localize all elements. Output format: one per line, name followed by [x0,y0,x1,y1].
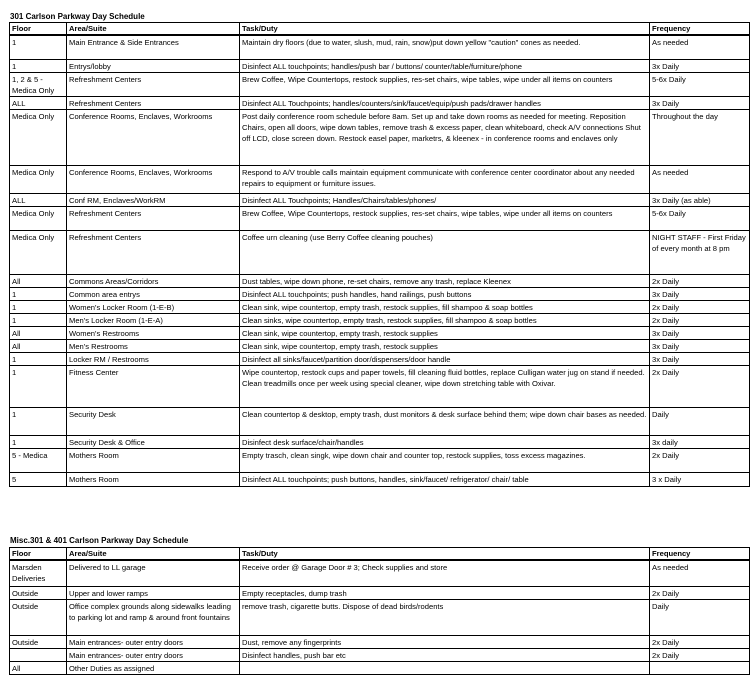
cell-task: Disinfect handles, push bar etc [240,648,650,661]
table-header-row [10,23,750,36]
cell-area: Main Entrance & Side Entrances [67,35,240,59]
cell-task: Disinfect desk surface/chair/handles [240,435,650,448]
cell-area: Other Duties as assigned [67,661,240,674]
cell-floor: 1 [10,59,67,72]
table-row [10,472,750,486]
column-header-floor: Floor [10,548,67,561]
table-row [10,448,750,472]
cell-floor: 5 - Medica [10,448,67,472]
cell-floor: 1, 2 & 5 - Medica Only [10,72,67,96]
cell-area: Locker RM / Restrooms [67,352,240,365]
cell-floor: 1 [10,300,67,313]
cell-frequency: 3x Daily [650,352,750,365]
cell-floor [10,648,67,661]
cell-area: Upper and lower ramps [67,586,240,599]
cell-floor: Outside [10,635,67,648]
cell-task: Dust, remove any fingerprints [240,635,650,648]
cell-frequency: 3x Daily [650,339,750,352]
cell-floor: Medica Only [10,206,67,230]
cell-frequency: Daily [650,407,750,435]
schedule-title-301: 301 Carlson Parkway Day Schedule [10,12,145,21]
cell-floor: Medica Only [10,165,67,193]
cell-floor: 1 [10,313,67,326]
table-row [10,326,750,339]
cell-area: Conference Rooms, Enclaves, Workrooms [67,165,240,193]
cell-task: Disinfect ALL touchpoints; handles/push bar / buttons/ counter/table/furniture/phone [240,59,650,72]
column-header-frequency: Frequency [650,548,750,561]
table-row [10,435,750,448]
cell-area: Refreshment Centers [67,206,240,230]
cell-task: Clean sink, wipe countertop, empty trash, restock supplies [240,326,650,339]
schedule-title-misc: Misc.301 & 401 Carlson Parkway Day Schedule [10,536,189,545]
table-row [10,599,750,635]
table-row [10,407,750,435]
cell-area: Refreshment Centers [67,72,240,96]
cell-frequency: 2x Daily [650,300,750,313]
cell-task: Brew Coffee, Wipe Countertops, restock supplies, res-set chairs, wipe tables, wipe under all items on counters [240,206,650,230]
cell-area: Common area entrys [67,287,240,300]
cell-area: Commons Areas/Corridors [67,274,240,287]
cell-frequency: 3x daily [650,435,750,448]
cell-area: Entrys/lobby [67,59,240,72]
table-row [10,109,750,165]
schedule-table-301 [9,22,750,487]
cell-frequency: 3x Daily (as able) [650,193,750,206]
cell-task: Coffee urn cleaning (use Berry Coffee cleaning pouches) [240,230,650,274]
cell-floor: 1 [10,35,67,59]
cell-task: remove trash, cigarette butts. Dispose of dead birds/rodents [240,599,650,635]
cell-area: Men's Restrooms [67,339,240,352]
cell-task: Dust tables, wipe down phone, re-set chairs, remove any trash, replace Kleenex [240,274,650,287]
cell-task: Maintain dry floors (due to water, slush, mud, rain, snow)put down yellow "caution" cones as needed. [240,35,650,59]
cell-floor: 1 [10,365,67,407]
cell-task: Disinfect all sinks/faucet/partition door/dispensers/door handle [240,352,650,365]
table-row [10,59,750,72]
column-header-area: Area/Suite [67,548,240,561]
cell-floor: ALL [10,96,67,109]
cell-frequency: 3x Daily [650,287,750,300]
cell-frequency: As needed [650,165,750,193]
cell-floor: 5 [10,472,67,486]
cell-floor: All [10,339,67,352]
cell-floor: Medica Only [10,230,67,274]
cell-task: Disinfect ALL Touchpoints; Handles/Chairs/tables/phones/ [240,193,650,206]
table-row [10,206,750,230]
table-row [10,287,750,300]
table-row [10,648,750,661]
table-row [10,661,750,674]
cell-task: Brew Coffee, Wipe Countertops, restock supplies, res-set chairs, wipe tables, wipe under all items on counters [240,72,650,96]
cell-floor: 1 [10,352,67,365]
table-row [10,560,750,586]
cell-frequency: 2x Daily [650,313,750,326]
cell-task: Wipe countertop, restock cups and paper towels, fill cleaning fluid bottles, replace Culligan water jug on stand if needed. Clean treadmills once per week using special cleaner, wipe down stretching table with Oxivar. [240,365,650,407]
cell-floor: Medica Only [10,109,67,165]
cell-task: Respond to A/V trouble calls maintain equipment communicate with conference center coordinator about any needed repairs to equipment or furniture issues. [240,165,650,193]
cell-floor: All [10,326,67,339]
cell-task [240,661,650,674]
cell-frequency: 2x Daily [650,365,750,407]
table-row [10,300,750,313]
cell-frequency: 2x Daily [650,274,750,287]
cell-floor: All [10,274,67,287]
cell-area: Main entrances- outer entry doors [67,635,240,648]
cell-area: Main entrances- outer entry doors [67,648,240,661]
column-header-area: Area/Suite [67,23,240,36]
table-row [10,230,750,274]
cell-frequency: 2x Daily [650,648,750,661]
cell-task: Disinfect ALL touchpoints; push handles, hand railings, push buttons [240,287,650,300]
column-header-frequency: Frequency [650,23,750,36]
cell-area: Security Desk [67,407,240,435]
cell-task: Disinfect ALL touchpoints; push buttons, handles, sink/faucet/ refrigerator/ chair/ table [240,472,650,486]
table-row [10,352,750,365]
cell-frequency [650,661,750,674]
cell-floor: 1 [10,287,67,300]
cell-task: Clean sink, wipe countertop, empty trash, restock supplies, fill shampoo & soap bottles [240,300,650,313]
table-row [10,313,750,326]
cell-area: Security Desk & Office [67,435,240,448]
cell-task: Empty trasch, clean singk, wipe down chair and counter top, restock supplies, toss excess magazines. [240,448,650,472]
cell-area: Delivered to LL garage [67,560,240,586]
cell-area: Men's Locker Room (1-E-A) [67,313,240,326]
column-header-task: Task/Duty [240,548,650,561]
cell-frequency: Daily [650,599,750,635]
cell-area: Mothers Room [67,472,240,486]
cell-area: Conf RM, Enclaves/WorkRM [67,193,240,206]
cell-area: Women's Restrooms [67,326,240,339]
cell-floor: 1 [10,407,67,435]
table-header-row [10,548,750,561]
cell-frequency: 2x Daily [650,448,750,472]
cell-frequency: 2x Daily [650,586,750,599]
cell-area: Women's Locker Room (1-E-B) [67,300,240,313]
cell-frequency: 3x Daily [650,326,750,339]
cell-task: Empty receptacles, dump trash [240,586,650,599]
cell-frequency: 3 x Daily [650,472,750,486]
cell-area: Conference Rooms, Enclaves, Workrooms [67,109,240,165]
cell-frequency: As needed [650,560,750,586]
cell-frequency: 3x Daily [650,59,750,72]
cell-floor: 1 [10,435,67,448]
cell-frequency: 5-6x Daily [650,206,750,230]
cell-frequency: As needed [650,35,750,59]
cell-frequency: Throughout the day [650,109,750,165]
cell-task: Clean countertop & desktop, empty trash, dust monitors & desk surface behind them; wipe down chair bases as needed. [240,407,650,435]
cell-area: Mothers Room [67,448,240,472]
cell-frequency: 3x Daily [650,96,750,109]
cell-task: Post daily conference room schedule before 8am. Set up and take down rooms as needed for meeting. Reposition Chairs, open all doors, wipe down tables, remove trash & excess paper, clean whiteboard, check A/V connections Shut off LCD, close screen down. Restock easel paper, marketrs, & kleenex - in conference rooms and enclaves only [240,109,650,165]
table-row [10,274,750,287]
cell-task: Clean sink, wipe countertop, empty trash, restock supplies [240,339,650,352]
cell-floor: Outside [10,586,67,599]
cell-area: Refreshment Centers [67,96,240,109]
table-row [10,365,750,407]
table-row [10,165,750,193]
cell-area: Refreshment Centers [67,230,240,274]
cell-frequency: 5-6x Daily [650,72,750,96]
schedule-table-misc [9,547,750,675]
table-row [10,586,750,599]
cell-task: Clean sinks, wipe countertop, empty trash, restock supplies, fill shampoo & soap bottles [240,313,650,326]
cell-floor: Marsden Deliveries [10,560,67,586]
cell-frequency: NIGHT STAFF - First Friday of every month at 8 pm [650,230,750,274]
table-row [10,35,750,59]
cell-frequency: 2x Daily [650,635,750,648]
table-row [10,635,750,648]
cell-area: Office complex grounds along sidewalks leading to parking lot and ramp & around front fountains [67,599,240,635]
table-row [10,72,750,96]
table-row [10,96,750,109]
table-row [10,339,750,352]
column-header-task: Task/Duty [240,23,650,36]
cell-task: Disinfect ALL Touchpoints; handles/counters/sink/faucet/equip/push pads/drawer handles [240,96,650,109]
column-header-floor: Floor [10,23,67,36]
cell-task: Receive order @ Garage Door # 3; Check supplies and store [240,560,650,586]
cell-floor: All [10,661,67,674]
cell-floor: ALL [10,193,67,206]
table-row [10,193,750,206]
cell-area: Fitness Center [67,365,240,407]
cell-floor: Outside [10,599,67,635]
